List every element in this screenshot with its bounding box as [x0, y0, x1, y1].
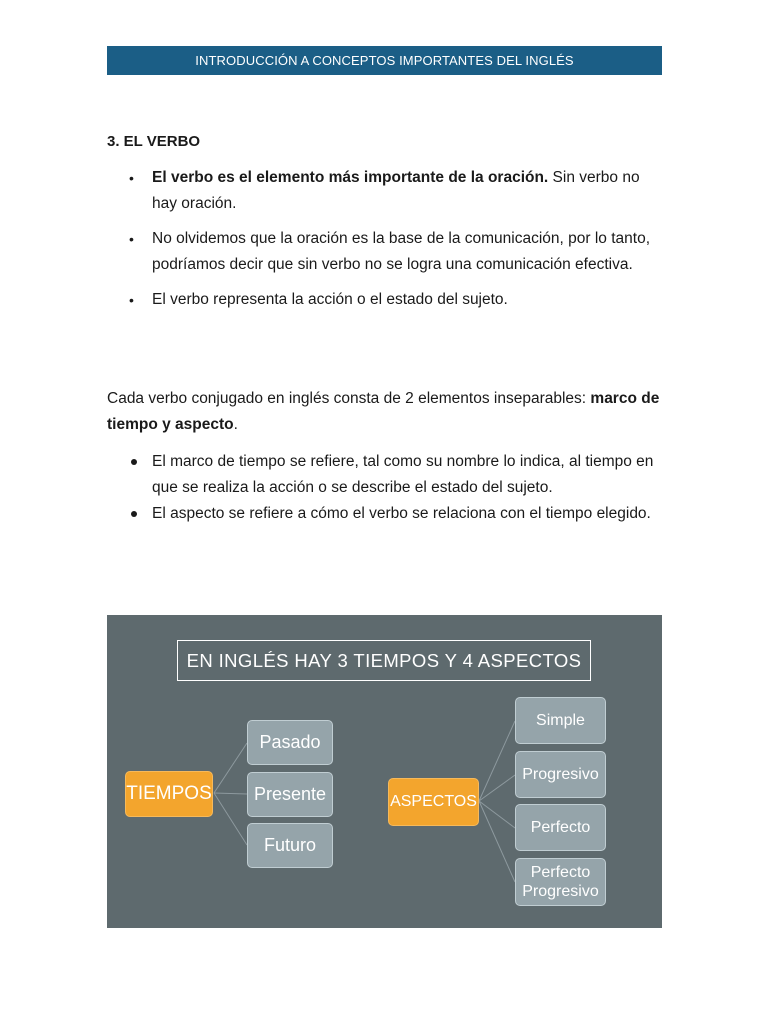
- list-item: [107, 287, 667, 313]
- bullet-text: El verbo representa la acción o el estado del sujeto.: [152, 291, 508, 308]
- connector-line: [214, 793, 247, 845]
- section-title: 3. EL VERBO: [107, 133, 201, 150]
- aspecto-simple-node: Simple: [515, 697, 606, 744]
- tiempo-pasado-node: Pasado: [247, 720, 333, 765]
- tiempo-presente-node: Presente: [247, 772, 333, 817]
- aspecto-perfecto-progresivo-node: Perfecto Progresivo: [515, 858, 606, 906]
- list-item: [107, 226, 667, 278]
- aspecto-progresivo-node: Progresivo: [515, 751, 606, 798]
- connector-line: [479, 801, 515, 828]
- connector-line: [214, 793, 247, 794]
- tenses-aspects-diagram: [107, 615, 662, 928]
- connector-line: [479, 721, 515, 801]
- header-title: INTRODUCCIÓN A CONCEPTOS IMPORTANTES DEL INGLÉS: [195, 53, 574, 68]
- tiempo-futuro-node: Futuro: [247, 823, 333, 868]
- aspecto-perfecto-node: Perfecto: [515, 804, 606, 851]
- connector-line: [479, 801, 515, 882]
- bullet-text: No olvidemos que la oración es la base de la comunicación, por lo tanto, podríamos decir que sin verbo no se logra una comunicación efectiva.: [152, 230, 651, 273]
- list-item: El marco de tiempo se refiere, tal como su nombre lo indica, al tiempo en que se realiza la acción o se describe el estado del sujeto.: [107, 449, 667, 501]
- list-item: [107, 165, 667, 217]
- aspectos-node: ASPECTOS: [388, 778, 479, 826]
- verb-elements-paragraph: [107, 386, 667, 438]
- bullet-text: Sin verbo no hay oración.: [152, 169, 640, 212]
- paragraph-bold-text: marco de tiempo y aspecto: [107, 390, 660, 433]
- diagram-title: EN INGLÉS HAY 3 TIEMPOS Y 4 ASPECTOS: [177, 640, 591, 681]
- document-header: [107, 46, 662, 75]
- verb-bullet-list: [107, 165, 667, 322]
- elements-bullet-list: [107, 449, 667, 527]
- tiempos-node: TIEMPOS: [125, 771, 213, 817]
- paragraph-end: .: [233, 416, 238, 433]
- list-item: El aspecto se refiere a cómo el verbo se relaciona con el tiempo elegido.: [107, 501, 667, 527]
- connector-line: [214, 743, 247, 793]
- bullet-bold-text: El verbo es el elemento más importante de la oración.: [152, 169, 549, 186]
- paragraph-text: Cada verbo conjugado en inglés consta de 2 elementos inseparables:: [107, 390, 591, 407]
